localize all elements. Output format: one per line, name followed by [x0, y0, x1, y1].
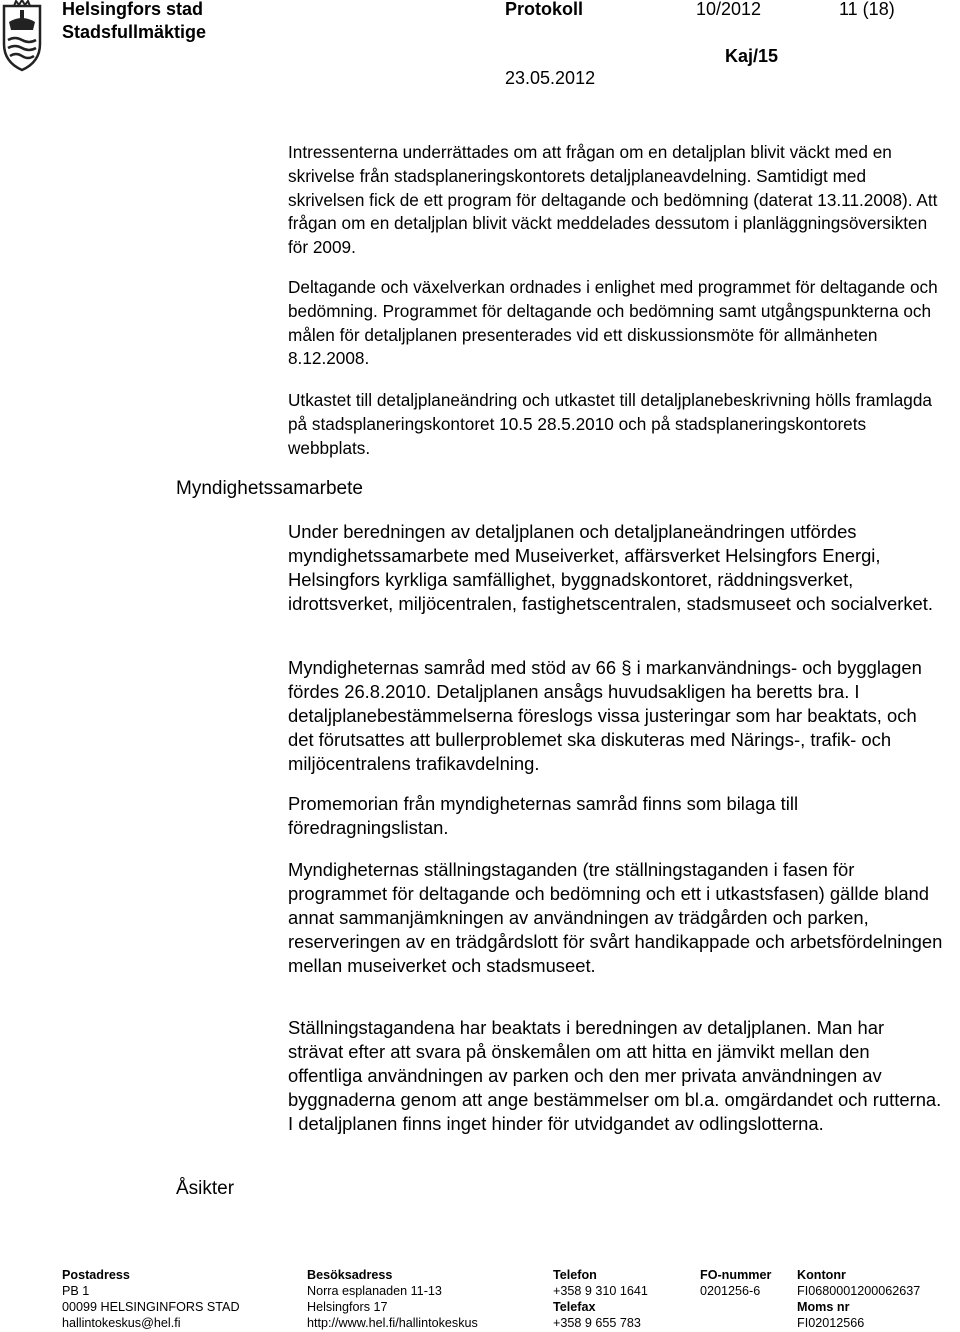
footer-business-id: 0201256-6 — [700, 1284, 761, 1298]
footer-fax-label: Telefax — [553, 1300, 596, 1314]
footer-account-label: Kontonr — [797, 1268, 846, 1282]
meeting-date: 23.05.2012 — [505, 68, 596, 88]
paragraph-4: Under beredningen av detaljplanen och detaljplaneändringen utfördes myndighetssamarbete med Museiverket, affärsverket Helsingfors Energi, Helsingfors kyrkliga samfällighet, byggnadskontoret, räddningsverket, idrottsverket, miljöcentralen, fastighetscentralen, stadsmuseet och socialverket. — [288, 521, 933, 614]
footer-vat-number: FI02012566 — [797, 1316, 865, 1330]
footer-phone-number: +358 9 310 1641 — [553, 1284, 648, 1298]
footer-postal-line2: 00099 HELSINGINFORS STAD — [62, 1300, 240, 1314]
doc-type: Protokoll — [505, 0, 584, 19]
paragraph-1: Intressenterna underrättades om att frågan om en detaljplan blivit väckt med en skrivelse från stadsplaneringskontorets detaljplaneavdelning. Samtidigt med skrivelsen fick de ett program för deltagande och bedömning (daterat 13.11.2008). Att frågan om en detaljplan blivit väckt meddelades dessutom i planläggningsöversikten för 2009. — [288, 142, 938, 258]
footer-postal-label: Postadress — [62, 1268, 130, 1282]
footer-visit-line2: Helsingfors 17 — [307, 1300, 388, 1314]
footer-postal-line1: PB 1 — [62, 1284, 90, 1298]
sidebar-heading-opinions: Åsikter — [176, 1178, 235, 1199]
paragraph-7: Myndigheternas ställningstaganden (tre ställningstaganden i fasen för programmet för deltagande och bedömning och ett i utkastsfasen) gällde bland annat sammanjämkningen av användningen av trädgården och parken, reserveringen av en trädgårdslott för svårt handikappade och arbetsfördelningen mellan museiverket och stadsmuseet. — [288, 859, 943, 976]
footer-account-number: FI0680001200062637 — [797, 1284, 921, 1298]
footer-phone-label: Telefon — [553, 1268, 597, 1282]
body-name: Stadsfullmäktige — [62, 22, 207, 42]
paragraph-8: Ställningstagandena har beaktats i beredningen av detaljplanen. Man har strävat efter att svara på önskemålen om att hitta en jämvikt mellan den offentliga användningen av parken och den mer privata användningen av byggnaderna genom att ange bestämmelser om bl.a. omgärdandet och rutterna. I detaljplanen finns inget hinder för utvidgandet av odlingslotterna. — [288, 1017, 942, 1134]
sidebar-heading-authority-cooperation: Myndighetssamarbete — [176, 478, 363, 499]
paragraph-6: Promemorian från myndigheternas samråd finns som bilaga till föredragningslistan. — [288, 793, 799, 838]
section-ref: Kaj/15 — [725, 46, 779, 66]
footer-visit-line1: Norra esplanaden 11-13 — [307, 1284, 442, 1298]
footer-website: http://www.hel.fi/hallintokeskus — [307, 1316, 478, 1330]
footer-vat-label: Moms nr — [797, 1300, 850, 1314]
footer-visit-label: Besöksadress — [307, 1268, 393, 1282]
footer-fax-number: +358 9 655 783 — [553, 1316, 641, 1330]
page-number: 11 (18) — [839, 0, 895, 19]
helsinki-coat-of-arms-icon — [0, 0, 44, 72]
org-name: Helsingfors stad — [62, 0, 204, 19]
paragraph-5: Myndigheternas samråd med stöd av 66 § i markanvändnings- och bygglagen fördes 26.8.2010. Detaljplanen ansågs huvudsakligen ha beretts bra. I detaljplanebestämmelserna föreslogs vissa justeringar som har beaktats, och det förutsattes att bullerproblemet ska diskuteras med Närings-, trafik- och miljöcentralens trafikavdelning. — [288, 657, 922, 774]
paragraph-2: Deltagande och växelverkan ordnades i enlighet med programmet för deltagande och bedömning. Programmet för deltagande och bedömning samt utgångspunkterna och målen för detaljplanen presenterades vid ett diskussionsmöte för allmänheten 8.12.2008. — [288, 277, 938, 369]
footer-business-id-label: FO-nummer — [700, 1268, 772, 1282]
paragraph-3: Utkastet till detaljplaneändring och utkastet till detaljplanebeskrivning hölls framlagda på stadsplaneringskontoret 10.5 28.5.2010 och på stadsplaneringskontorets webbplats. — [288, 390, 932, 458]
protocol-number: 10/2012 — [696, 0, 762, 19]
footer-email: hallintokeskus@hel.fi — [62, 1316, 181, 1330]
